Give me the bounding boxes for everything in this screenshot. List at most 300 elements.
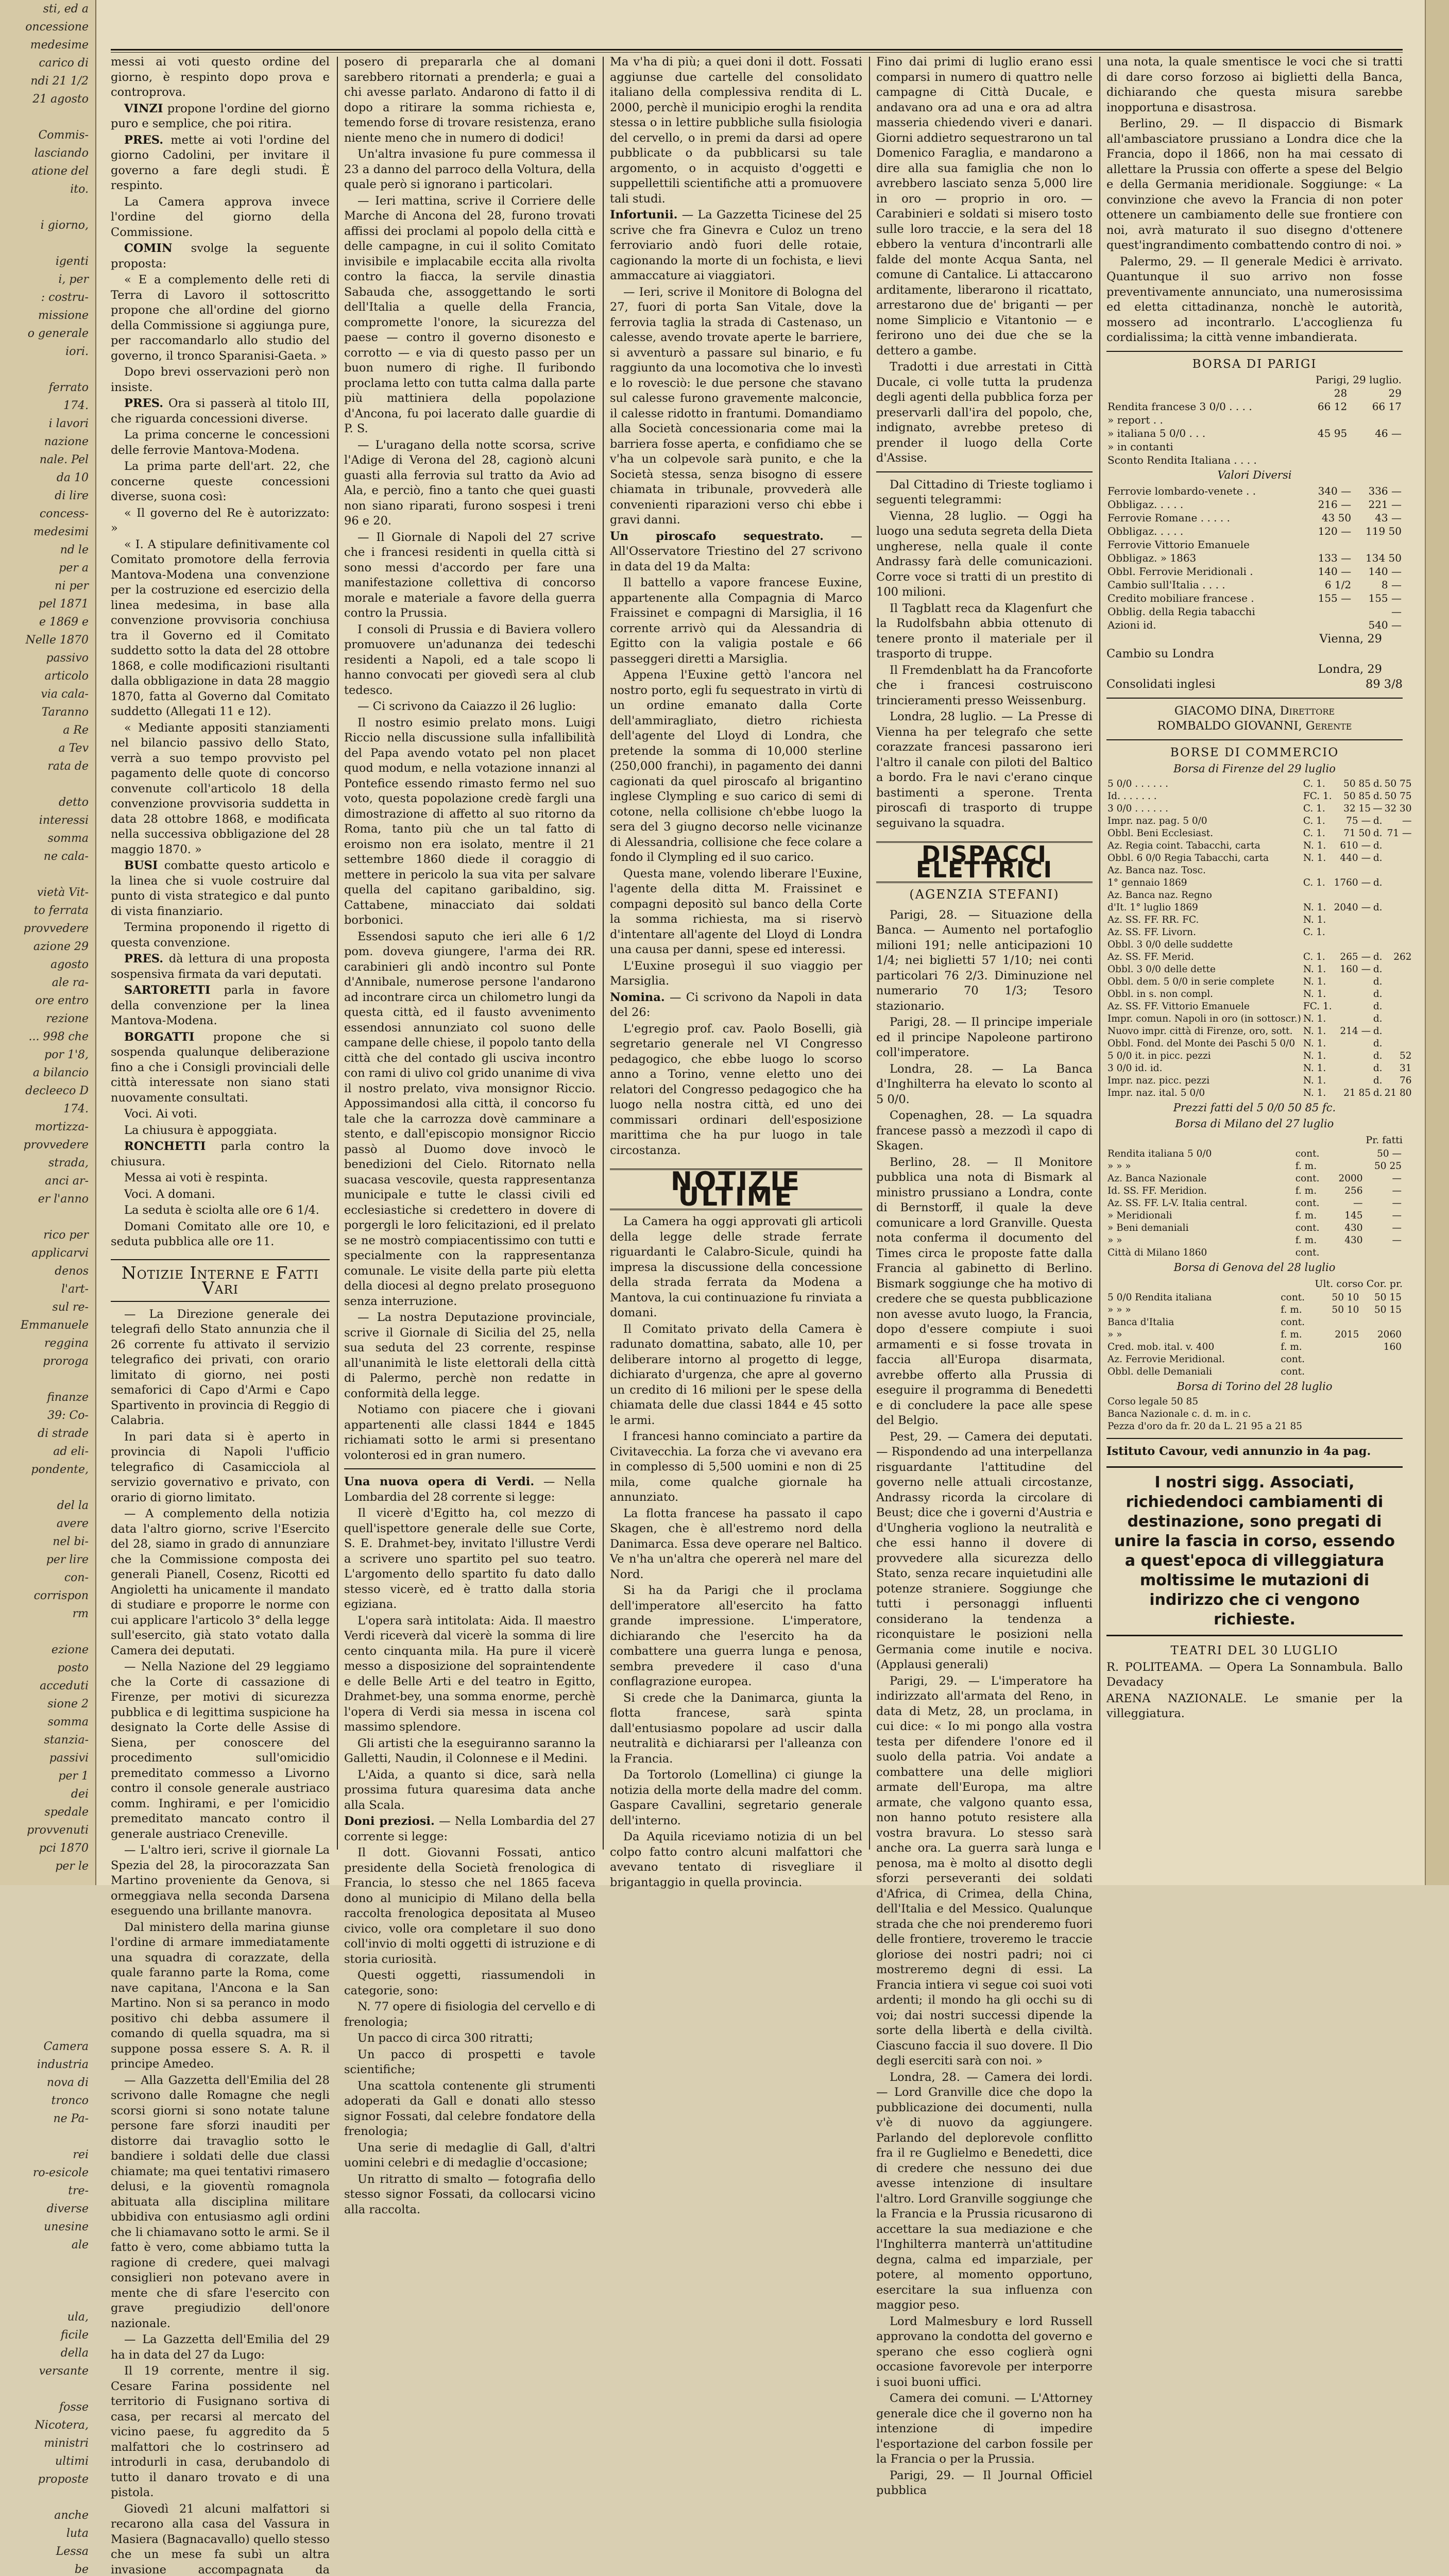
column-separator (337, 57, 338, 1850)
edge-fragment: i giorno, (0, 216, 89, 234)
edge-fragment: finanze (0, 1388, 89, 1406)
table-cell: d. (1372, 877, 1384, 889)
table-cell: d. (1372, 815, 1384, 827)
paragraph: Nomina. — Ci scrivono da Napoli in data del 26: (610, 990, 862, 1021)
table-cell: 32 30 (1384, 803, 1413, 815)
table-cell (1364, 1247, 1403, 1259)
table-cell (1302, 939, 1333, 951)
edge-fragment: 174. (0, 397, 89, 415)
table-row (1106, 1025, 1413, 1038)
table-cell: Nuovo impr. città di Firenze, oro, sott. (1106, 1025, 1302, 1038)
table-cell: 340 — (1305, 484, 1352, 498)
edge-fragment: della (0, 2344, 89, 2362)
paragraph: — Ieri mattina, scrive il Corriere delle Marche di Ancona del 28, furono trovati affissi dei proclami al popolo della città e delle campagne, in cui il solito Comitato invisibile e implacabile eccita alla rivolta contro la fiacca, la servile dinastia Sabauda che, assoggettando le sorti dell'Italia a quelle della Francia, compromette l'onore, la sicurezza del paese — contro il governo disonesto e corrotto — e via di questo passo per un buon numero di righe. Il furibondo proclama letto con tutta calma dalla parte più mattiniera della popolazione d'Ancona, fu poi lacerato dalle guardie di P. S. (344, 194, 595, 437)
previous-page-fragments (0, 0, 89, 2576)
paragraph: Palermo, 29. — Il generale Medici è arrivato. Quantunque il suo arrivo non fosse preventivamente annunciato, una numerosissima ed eletta cittadinanza, nonchè le autorità, mossero ad incontrarlo. L'accoglienza fu cordialissima; la città venne imbandierata. (1106, 255, 1403, 346)
table-cell: C. 1. (1302, 778, 1333, 790)
table-cell: d. (1372, 1025, 1384, 1038)
table-body (1106, 1148, 1403, 1259)
table-row (1106, 1341, 1403, 1353)
table-cell: cont. (1280, 1292, 1318, 1304)
edge-fragment: luta (0, 2524, 89, 2543)
paragraph: Infortunii. — La Gazzetta Ticinese del 25 scrive che fra Ginevra e Culoz un treno ferroviario andò fuori delle rotaie, cagionando la morte di un fochista, e lievi ammaccature ai viaggiatori. (610, 208, 862, 284)
edge-fragment: interessi (0, 811, 89, 829)
edge-fragment: ne cala- (0, 848, 89, 866)
table-cell (1333, 988, 1372, 1001)
table-cell: N. 1. (1302, 902, 1333, 914)
table-cell: 6 1/2 (1305, 578, 1352, 591)
edge-fragment: ni per (0, 577, 89, 595)
paragraph: La prima parte dell'art. 22, che concerne queste concessioni diverse, suona così: (111, 459, 330, 505)
table-row (1106, 591, 1403, 605)
previous-page-edge (0, 0, 96, 1885)
consolidati-label: Consolidati inglesi (1106, 677, 1215, 692)
table-row (1106, 427, 1403, 440)
table-cell: 21 80 (1384, 1087, 1413, 1099)
genova-table (1106, 1292, 1403, 1378)
table-row (1106, 565, 1403, 578)
paragraph: BUSI combatte questo articolo e la linea che si vuole costruire dal punto di vista strategico e dal punto di vista finanziario. (111, 858, 330, 919)
table-cell (1305, 618, 1352, 632)
table-cell (1293, 440, 1348, 453)
edge-fragment: ro-esicole (0, 2164, 89, 2182)
edge-fragment: ale (0, 2236, 89, 2254)
table-cell: 134 50 (1352, 551, 1403, 565)
table-cell: — (1372, 803, 1384, 815)
paragraph: Il vicerè d'Egitto ha, col mezzo di quell'ispettore generale delle sue Corte, S. E. Drahmet-bey, invitato l'illustre Verdi a scrivere uno spartito pel suo teatro. L'argomento dello spartito fu dato dallo stesso vicerè, ed è tratto dalla storia egiziana. (344, 1506, 595, 1613)
table-cell: Parigi, 29 luglio. (1293, 373, 1403, 386)
table-cell: Obbl. Ferrovie Meridionali . (1106, 565, 1305, 578)
table-cell: 216 — (1305, 498, 1352, 511)
table-cell: 140 — (1352, 565, 1403, 578)
table-cell: 50 85 (1333, 790, 1372, 803)
edge-fragment: acceduti (0, 1677, 89, 1695)
table-cell: 50 15 (1360, 1292, 1403, 1304)
table-row (1106, 852, 1413, 865)
table-cell: 46 — (1348, 427, 1403, 440)
table-cell: d. (1372, 963, 1384, 976)
table-cell (1384, 914, 1413, 926)
edge-fragment: Nicotera, (0, 2416, 89, 2434)
table-cell: N. 1. (1302, 1038, 1333, 1050)
paragraph: Doni preziosi. — Nella Lombardia del 27 corrente si legge: (344, 1814, 595, 1844)
edge-fragment: lasciando (0, 144, 89, 162)
table-cell: Az. Banca Nazionale (1106, 1173, 1294, 1185)
table-cell (1372, 926, 1384, 939)
table-cell: 50 15 (1360, 1304, 1403, 1316)
edge-fragment: medesimi (0, 523, 89, 541)
edge-fragment: ale ra- (0, 974, 89, 992)
table-cell: cont. (1280, 1316, 1318, 1329)
edge-fragment (0, 1929, 89, 1947)
table-row (1106, 1050, 1413, 1062)
table-cell: N. 1. (1302, 914, 1333, 926)
table-cell: Obbl. Beni Ecclesiast. (1106, 827, 1302, 840)
table-cell: Az. Regia coint. Tabacchi, carta (1106, 840, 1302, 852)
table-row (1106, 1304, 1403, 1316)
edge-fragment: rata de (0, 757, 89, 775)
table-cell: 145 (1329, 1210, 1364, 1222)
column-2 (344, 55, 595, 1858)
edge-fragment (0, 2128, 89, 2146)
table-cell: C. 1. (1302, 926, 1333, 939)
table-cell: d'It. 1° luglio 1869 (1106, 902, 1302, 914)
table-cell: — (1364, 1222, 1403, 1234)
paragraph: Ma v'ha di più; a quei doni il dott. Fossati aggiunse due cartelle del consolidato italiano della complessiva rendita di L. 2000, perchè il municipio eroghi la rendita stessa o in lettire pubbliche sulla fisiologia del cervello, o in premi da darsi ad opere pubblicate o da pubblicarsi su tale argomento, o in acquisto d'oggetti e suppellettili scientifiche atti a promuovere tali studi. (610, 55, 862, 207)
edge-fragment: per lire (0, 1551, 89, 1569)
edge-fragment: 21 agosto (0, 90, 89, 108)
table-cell (1333, 1050, 1372, 1062)
table-cell: N. 1. (1302, 976, 1333, 988)
edge-fragment: ore entro (0, 992, 89, 1010)
paragraph: Gli artisti che la eseguiranno saranno la Galletti, Naudin, il Colonnese e il Medini. (344, 1736, 595, 1767)
table-cell: f. m. (1280, 1329, 1318, 1341)
table-row (1106, 1329, 1403, 1341)
table-row (1106, 865, 1413, 877)
table-row (1106, 1234, 1403, 1247)
paragraph: Londra, 28. — La Banca d'Inghilterra ha elevato lo sconto al 5 0/0. (876, 1062, 1093, 1108)
table-cell: d. (1372, 1001, 1384, 1013)
table-cell: d. (1372, 778, 1384, 790)
edge-fragment: decleeco D (0, 1082, 89, 1100)
edge-fragment: i, per (0, 270, 89, 289)
table-cell: d. (1372, 1087, 1384, 1099)
paragraph: I francesi hanno cominciato a partire da Civitavecchia. La forza che vi avevano era in complesso di 5,500 uomini e non di 25 mila, come qualche giornale ha annunziato. (610, 1429, 862, 1505)
paragraph: — Nella Nazione del 29 leggiamo che la Corte di cassazione di Firenze, per motivi di sicurezza pubblica e di legittima suspicione ha designato la Corte delle Assise di Siena, per conoscere del procedimento sull'omicidio premeditato commesso a Livorno contro il console generale austriaco comm. Inghirami, e per l'omicidio premeditato mancato contro il generale austriaco Creneville. (111, 1659, 330, 1842)
table-cell: N. 1. (1302, 1087, 1333, 1099)
edge-fragment (0, 2254, 89, 2272)
table-cell: N. 1. (1302, 1062, 1333, 1075)
table-cell (1333, 1075, 1372, 1087)
column-separator (1099, 57, 1100, 1850)
column-5 (1106, 55, 1403, 1858)
edge-fragment: e 1869 e (0, 613, 89, 631)
table-cell: N. 1. (1302, 988, 1333, 1001)
table-cell: 50 85 (1333, 778, 1372, 790)
section-subheading: (AGENZIA STEFANI) (876, 887, 1093, 903)
section-heading-notizie-ultime: NOTIZIE ULTIME (610, 1168, 862, 1210)
top-rule (111, 49, 1403, 53)
table-cell: Azioni id. (1106, 618, 1305, 632)
edge-fragment: ndi 21 1/2 (0, 72, 89, 90)
edge-fragment: stanzia- (0, 1731, 89, 1749)
edge-fragment: denos (0, 1262, 89, 1280)
table-row (1106, 939, 1413, 951)
paragraph: Parigi, 29. — Il Journal Officiel pubblica (876, 2468, 1093, 2499)
paragraph: RONCHETTI parla contro la chiusura. (111, 1139, 330, 1170)
paragraph: In pari data si è aperto in provincia di Napoli l'ufficio telegrafico di Casamicciola al servizio governativo e privato, con orario di giorno limitato. (111, 1430, 330, 1506)
edge-fragment: nel bi- (0, 1533, 89, 1551)
genova-title: Borsa di Genova del 28 luglio (1106, 1260, 1403, 1276)
table-cell: 50 10 (1318, 1304, 1360, 1316)
table-row (1106, 790, 1413, 803)
table-cell: d. (1372, 1062, 1384, 1075)
paragraph: — La nostra Deputazione provinciale, scrive il Giornale di Sicilia del 25, nella sua seduta del 23 corrente, respinse all'unanimità le liste elettorali della città di Palermo, perchè non redatte in conformità della legge. (344, 1310, 595, 1401)
paragraph: Termina proponendo il rigetto di questa convenzione. (111, 920, 330, 951)
edge-fragment: sione 2 (0, 1695, 89, 1713)
edge-fragment: iori. (0, 343, 89, 361)
edge-fragment (0, 866, 89, 884)
table-cell: f. m. (1294, 1210, 1329, 1222)
edge-fragment: concess- (0, 505, 89, 523)
edge-fragment: avere (0, 1515, 89, 1533)
table-cell (1372, 939, 1384, 951)
table-cell: Obbl. in s. non compl. (1106, 988, 1302, 1001)
table-cell: f. m. (1294, 1185, 1329, 1197)
edge-fragment: provvedere (0, 1136, 89, 1154)
edge-fragment: oncessione (0, 18, 89, 36)
paragraph: La flotta francese ha passato il capo Skagen, che è all'estremo nord della Danimarca. Essa deve operare nel Baltico. Ve n'ha un'altra che opererà nel mare del Nord. (610, 1506, 862, 1583)
table-cell (1360, 1366, 1403, 1378)
table-cell: 52 (1384, 1050, 1413, 1062)
table-cell: 430 (1329, 1222, 1364, 1234)
teatro-item: ARENA NAZIONALE. Le smanie per la villeggiatura. (1106, 1691, 1403, 1722)
divider (1106, 351, 1403, 352)
paragraph: Dopo brevi osservazioni però non insiste. (111, 365, 330, 395)
edge-fragment (0, 1893, 89, 1911)
edge-fragment (0, 2380, 89, 2398)
paragraph: « Il governo del Re è autorizzato: » (111, 506, 330, 536)
table-cell: Credito mobiliare francese . (1106, 591, 1305, 605)
paragraph: Voci. Ai voti. (111, 1107, 330, 1122)
table-cell: d. (1372, 951, 1384, 963)
divider (1106, 698, 1403, 699)
table-cell: Impr. naz. picc. pezzi (1106, 1075, 1302, 1087)
table-row (1106, 1160, 1403, 1173)
table-cell: 265 — (1333, 951, 1372, 963)
table-row (1106, 1222, 1403, 1234)
valori-table (1106, 484, 1403, 632)
edge-fragment: rezione (0, 1010, 89, 1028)
table-cell: 8 — (1352, 578, 1403, 591)
paragraph: PRES. Ora si passerà al titolo III, che riguarda concessioni diverse. (111, 396, 330, 427)
table-body (1106, 778, 1413, 1099)
edge-fragment: ad eli- (0, 1443, 89, 1461)
edge-fragment (0, 1479, 89, 1497)
paragraph: messi ai voti questo ordine del giorno, è respinto dopo prova e controprova. (111, 55, 330, 100)
edge-fragment: a Tev (0, 739, 89, 757)
edge-fragment (0, 775, 89, 793)
table-row (1106, 1197, 1403, 1210)
table-cell: Impr. naz. pag. 5 0/0 (1106, 815, 1302, 827)
table-row (1106, 551, 1403, 565)
table-cell (1348, 453, 1403, 467)
edge-fragment: to ferrata (0, 902, 89, 920)
table-cell: C. 1. (1302, 803, 1333, 815)
table-cell: » report . . (1106, 413, 1293, 427)
edge-fragment: detto (0, 793, 89, 811)
milano-header: Pr. fatti (1106, 1133, 1403, 1148)
paragraph: Il battello a vapore francese Euxine, appartenente alla Compagnia di Marco Fraissinet e compagni di Marsiglia, il 16 corrente arrivò qui da Alessandria di Egitto con la valigia postale e 66 passeggeri diretti a Marsiglia. (610, 575, 862, 667)
paragraph: Il nostro esimio prelato mons. Luigi Riccio nella discussione sulla infallibilità del Papa avendo votato pel non placet quod modum, e nella votazione innanzi al Pontefice essendo rimasto fermo nel suo voto, questa popolazione credè fargli una dimostrazione di affetto al suo ritorno da Roma, tanto più che un tal fatto di eroismo non era isolato, mentre il 21 settembre 1860 diede il coraggio di mettere in pericolo la sua vita per salvare quella del capitano garibaldino, sig. Cattabene, minacciato dai soldati borbonici. (344, 716, 595, 928)
table-cell: 440 — (1333, 852, 1372, 865)
paragraph: posero di prepararla che al domani sarebbero ritornati a prenderla; e guai a chi avesse parlato. Andarono di fatto il di dopo a ritirare la somma richiesta e, temendo forse di trovare resistenza, erano niente meno che in numero di dodici! (344, 55, 595, 146)
edge-fragment: per 1 (0, 1767, 89, 1785)
table-cell: 214 — (1333, 1025, 1372, 1038)
table-cell: — (1364, 1210, 1403, 1222)
edge-fragment: somma (0, 1713, 89, 1731)
table-cell: » » » (1106, 1304, 1280, 1316)
table-cell: Obblig. della Regia tabacchi (1106, 605, 1305, 618)
paragraph: Vienna, 28 luglio. — Oggi ha luogo una seduta segreta della Dieta ungherese, nella quale il conte Andrassy farà delle comunicazioni. Corre voce si tratti di un prestito di 100 milioni. (876, 509, 1093, 600)
commercio-title: BORSE DI COMMERCIO (1106, 745, 1403, 761)
table-row (1106, 988, 1413, 1001)
edge-fragment: Camera (0, 2038, 89, 2056)
londra-label: Londra, 29 (1106, 662, 1403, 677)
edge-fragment: ito. (0, 180, 89, 198)
edge-fragment: nd le (0, 541, 89, 559)
table-cell: » Beni demaniali (1106, 1222, 1294, 1234)
edge-fragment: medesime (0, 36, 89, 54)
table-cell: 50 25 (1364, 1160, 1403, 1173)
divider (1106, 739, 1403, 740)
consolidati-row (1106, 677, 1403, 692)
table-cell: 66 17 (1348, 400, 1403, 413)
table-body (1106, 484, 1403, 632)
paragraph: — Alla Gazzetta dell'Emilia del 28 scrivono dalle Romagne che negli scorsi giorni si sono notate talune persone fare sforzi inauditi per distorre dai travaglio sotto le bandiere i soldati delle due classi chiamate; ma quei tentativi rimasero delusi, e la gioventù romagnola abituata alla disciplina militare ubbidiva con entusiasmo agli ordini che li chiamavano sotto le armi. Se il fatto è vero, come abbiamo tutta la ragione di credere, quei malvagi consiglieri non potevano avere in mente che di sfare l'esercito con grave pregiudizio dell'onore nazionale. (111, 2073, 330, 2332)
teatro-item: R. POLITEAMA. — Opera La Sonnambula. Ballo Devadacy (1106, 1660, 1403, 1690)
table-row (1106, 889, 1413, 902)
edge-fragment: anci ar- (0, 1172, 89, 1190)
table-cell: 540 — (1352, 618, 1403, 632)
edge-fragment: proposte (0, 2470, 89, 2488)
table-cell: 43 — (1352, 511, 1403, 524)
edge-fragment: i lavori (0, 415, 89, 433)
torino-title: Borsa di Torino del 28 luglio (1106, 1379, 1403, 1395)
table-cell: 133 — (1305, 551, 1352, 565)
paragraph: L'egregio prof. cav. Paolo Boselli, già segretario generale nel VI Congresso pedagogico, che ebbe luogo lo scorso anno a Torino, venne eletto uno dei relatori del Congresso pedagogico che ha luogo nella nostra città, ed uno dei commissari ordinari dell'esposizione marittima che ha pur luogo in tale circostanza. (610, 1022, 862, 1159)
table-cell (1384, 902, 1413, 914)
table-cell (1372, 889, 1384, 902)
table-cell (1333, 1001, 1372, 1013)
table-row (1106, 1001, 1413, 1013)
edge-fragment (0, 234, 89, 252)
table-cell: N. 1. (1302, 1025, 1333, 1038)
edge-fragment: provvenuti (0, 1821, 89, 1839)
table-cell (1384, 976, 1413, 988)
table-cell: Az. SS. FF. Vittorio Emanuele (1106, 1001, 1302, 1013)
table-cell: Obbligaz. » 1863 (1106, 551, 1305, 565)
table-cell: cont. (1280, 1366, 1318, 1378)
table-cell (1360, 1353, 1403, 1366)
table-cell: — (1352, 605, 1403, 618)
torino-table (1106, 1396, 1403, 1433)
paragraph: Parigi, 28. — Situazione della Banca. — Aumento nel portafoglio milioni 191; nelle anticipazioni 10 1/4; nei biglietti 57 1/10; nei conti particolari 76 2/3. Diminuzione nel numerario 70 1/3; Tesoro stazionario. (876, 908, 1093, 1014)
table-cell: 32 15 (1333, 803, 1372, 815)
table-cell: d. (1372, 790, 1384, 803)
paragraph: Questi oggetti, riassumendoli in categorie, sono: (344, 1968, 595, 1998)
paragraph: Parigi, 29. — L'imperatore ha indirizzato all'armata del Reno, in data di Metz, 28, un proclama, in cui dice: « Io mi pongo alla vostra testa per difendere l'onore ed il suolo della patria. Voi andate a combattere una delle migliori armate dell'Europa, ma altre armate, che valgono quanto essa, non hanno potuto resistere alla vostra bravura. Lo stesso sarà anche ora. La guerra sarà lunga e penosa, ma è molto al disotto degli sforzi perseveranti dei soldati d'Africa, di Crimea, della China, dell'Italia e del Messico. Qualunque strada che che noi prenderemo fuori delle frontiere, troveremo le traccie gloriose dei nostri padri; noi ci mostreremo degni di essi. La Francia intiera vi segue coi suoi voti ardenti; il mondo ha gli occhi su di voi; dai nostri successi dipende la sorte della libertà e della civiltà. Ciascuno faccia il suo dovere. Il Dio degli eserciti sarà con noi. » (876, 1674, 1093, 2069)
paragraph: Londra, 28. — Camera dei lordi. — Lord Granville dice che dopo la pubblicazione dei documenti, nulla v'è di nuovo da aggiungere. Parlando del deplorevole conflitto fra il re Guglielmo e Benedetti, dice di credere che nessuno dei due avesse intenzione di insultare l'altro. Lord Granville soggiunge che la Francia e la Prussia ricusarono di accettare la sua mediazione e che l'Inghilterra manterrà un'attitudine degna, calma ed imparziale, per potere, al momento opportuno, esercitare la sua influenza con maggior peso. (876, 2070, 1093, 2313)
table-cell: cont. (1294, 1247, 1329, 1259)
borsa-parigi-title: BORSA DI PARIGI (1106, 357, 1403, 372)
edge-fragment: ... 998 che (0, 1028, 89, 1046)
consolidati-value: 89 3/8 (1366, 677, 1403, 692)
table-cell (1384, 963, 1413, 976)
table-cell (1333, 1038, 1372, 1050)
paragraph: La Camera approva invece l'ordine del giorno della Commissione. (111, 195, 330, 241)
paragraph: COMIN svolge la seguente proposta: (111, 241, 330, 272)
table-cell: 5 0/0 . . . . . . (1106, 778, 1302, 790)
table-cell: 5 0/0 it. in picc. pezzi (1106, 1050, 1302, 1062)
edge-fragment: ferrato (0, 379, 89, 397)
table-row (1106, 511, 1403, 524)
table-cell: Az. SS. FF. RR. FC. (1106, 914, 1302, 926)
paragraph: L'Aida, a quanto si dice, sarà nella prossima futura quaresima data anche alla Scala. (344, 1768, 595, 1814)
edge-fragment: passivo (0, 649, 89, 667)
table-cell: Impr. comun. Napoli in oro (in sottoscr.) (1106, 1013, 1302, 1025)
table-cell: Az. Ferrovie Meridional. (1106, 1353, 1280, 1366)
edge-fragment: ministri (0, 2434, 89, 2452)
table-cell: C. 1. (1302, 815, 1333, 827)
table-cell: C. 1. (1302, 877, 1333, 889)
editor-director: GIACOMO DINA, Direttore (1106, 704, 1403, 719)
paragraph: Un pacco di prospetti e tavole scientifiche; (344, 2047, 595, 2078)
paragraph: Appena l'Euxine gettò l'ancora nel nostro porto, egli fu sequestrato in virtù di un ordine emanato dalla Corte dell'ammiragliato, dietro richiesta dell'agente del Lloyd di Londra, che pretende la somma di 10,000 sterline (250,000 franchi), in pagamento dei danni cagionati da quel piroscafo al brigantino inglese Clympling e suo carico di semi di cotone, nella collisione ch'ebbe luogo la sera del 3 giugno decorso nelle vicinanze di Alessandria, collisione che fece colare a fondo il Clympling ed il suo carico. (610, 668, 862, 866)
paragraph: Una nuova opera di Verdi. — Nella Lombardia del 28 corrente si legge: (344, 1475, 595, 1505)
paragraph: Da Tortorolo (Lomellina) ci giunge la notizia della morte della madre del comm. Gaspare Cavallini, segretario generale dell'interno. (610, 1768, 862, 1828)
table-cell: Az. Banca naz. Tosc. (1106, 865, 1302, 877)
edge-fragment: dei (0, 1785, 89, 1803)
edge-fragment: tronco (0, 2092, 89, 2110)
paragraph: Da Aquila riceviamo notizia di un bel colpo fatto contro alcuni malfattori che avevano tentato di risvegliare il brigantaggio in quella provincia. (610, 1829, 862, 1890)
edge-fragment: 39: Co- (0, 1406, 89, 1425)
table-cell: — (1384, 815, 1413, 827)
paragraph: Essendosi saputo che ieri alle 6 1/2 pom. doveva giungere, l'arma dei RR. carabinieri gli andò incontro sul Ponte d'Annibale, numerose persone l'andarono ad incontrare circa un chilometro lungi da questa città, ed il fausto avvenimento essendosi annunziato col suono delle campane delle chiese, il popolo tanto della città che del contado gli usciva incontro con rami di ulivo col grido unanime di viva il nostro prelato, viva monsignor Riccio. Appossimandosi alla città, il concorso fu tale che la carrozza dovè camminare a stento, e dall'episcopio monsignor Riccio passò al Duomo dove invocò le benedizioni del Cielo. Ritornato nella suacasa vescovile, questa rappresentanza municipale e tutte le classi civili ed ecclesiastiche si credettero in dovere di porgergli le loro felicitazioni, ed il prelato se ne mostrò compiacentissimo con tutti e specialmente con la rappresentanza comunale. Le visite della parte più eletta della diocesi al degno prelato proseguono senza interruzione. (344, 929, 595, 1310)
vienna-label: Vienna, 29 (1106, 632, 1403, 647)
edge-fragment (0, 1965, 89, 1984)
paragraph: Un pacco di circa 300 ritratti; (344, 2031, 595, 2046)
edge-fragment: pel 1871 (0, 595, 89, 613)
table-cell (1352, 538, 1403, 551)
edge-fragment: er l'anno (0, 1190, 89, 1208)
table-cell (1333, 976, 1372, 988)
table-cell: Banca d'Italia (1106, 1316, 1280, 1329)
table-cell (1333, 1062, 1372, 1075)
edge-fragment: strada, (0, 1154, 89, 1172)
table-cell: 430 (1329, 1234, 1364, 1247)
table-row (1106, 926, 1413, 939)
edge-fragment: a bilancio (0, 1064, 89, 1082)
paragraph: Un piroscafo sequestrato. — All'Osservatore Triestino del 27 scrivono in data del 19 da Malta: (610, 529, 862, 575)
edge-fragment: via cala- (0, 685, 89, 703)
paragraph: PRES. dà lettura di una proposta sospensiva firmata da vari deputati. (111, 952, 330, 982)
paragraph: Una scattola contenente gli strumenti adoperati da Gall e donati allo stesso signor Fossati, dal celebre fondatore della frenologia; (344, 2079, 595, 2140)
paragraph: Pest, 29. — Camera dei deputati. — Rispondendo ad una interpellanza risguardante l'attitudine del governo nelle attuali circostanze, Andrassy ricorda la circolare di Beust; dice che i governi d'Austria e d'Ungheria vogliono la neutralità e che essi hanno il dovere di provvedere alla sicurezza dello Stato, senza recare inquietudini alle potenze straniere. Soggiunge che tutti i personaggi influenti considerano la tendenza a riconquistare le posizioni nella Germania come inutile e nociva. (Applausi generali) (876, 1430, 1093, 1673)
table-cell: 160 (1360, 1341, 1403, 1353)
paragraph: Questa mane, volendo liberare l'Euxine, l'agente della ditta M. Fraissinet e compagni depositò sul banco della Corte la somma richiesta, ma si riservò d'intentare all'agente del Lloyd di Londra una causa per danni, spese ed interessi. (610, 867, 862, 958)
edge-fragment: pci 1870 (0, 1839, 89, 1857)
table-cell (1329, 1247, 1364, 1259)
table-row (1106, 1408, 1403, 1420)
table-cell: Impr. naz. ital. 5 0/0 (1106, 1087, 1302, 1099)
table-row (1106, 1148, 1403, 1160)
table-cell (1333, 914, 1372, 926)
edge-fragment: nova di (0, 2074, 89, 2092)
paragraph: Si ha da Parigi che il proclama dell'imperatore all'esercito ha fatto grande impressione. L'imperatore, dichiarando che l'esercito ha da combattere una guerra lunga e penosa, sembra prevedere il caso d'una conflagrazione europea. (610, 1583, 862, 1690)
table-row (1106, 618, 1403, 632)
table-row (1106, 914, 1413, 926)
paragraph: — La Gazzetta dell'Emilia del 29 ha in data del 27 da Lugo: (111, 2332, 330, 2363)
table-row (1106, 902, 1413, 914)
table-cell: d. (1372, 1013, 1384, 1025)
table-cell (1293, 453, 1348, 467)
paragraph: Dal Cittadino di Trieste togliamo i seguenti telegrammi: (876, 478, 1093, 508)
table-cell: — (1364, 1234, 1403, 1247)
edge-fragment (0, 2290, 89, 2308)
table-cell: N. 1. (1302, 1075, 1333, 1087)
table-row (1106, 538, 1403, 551)
